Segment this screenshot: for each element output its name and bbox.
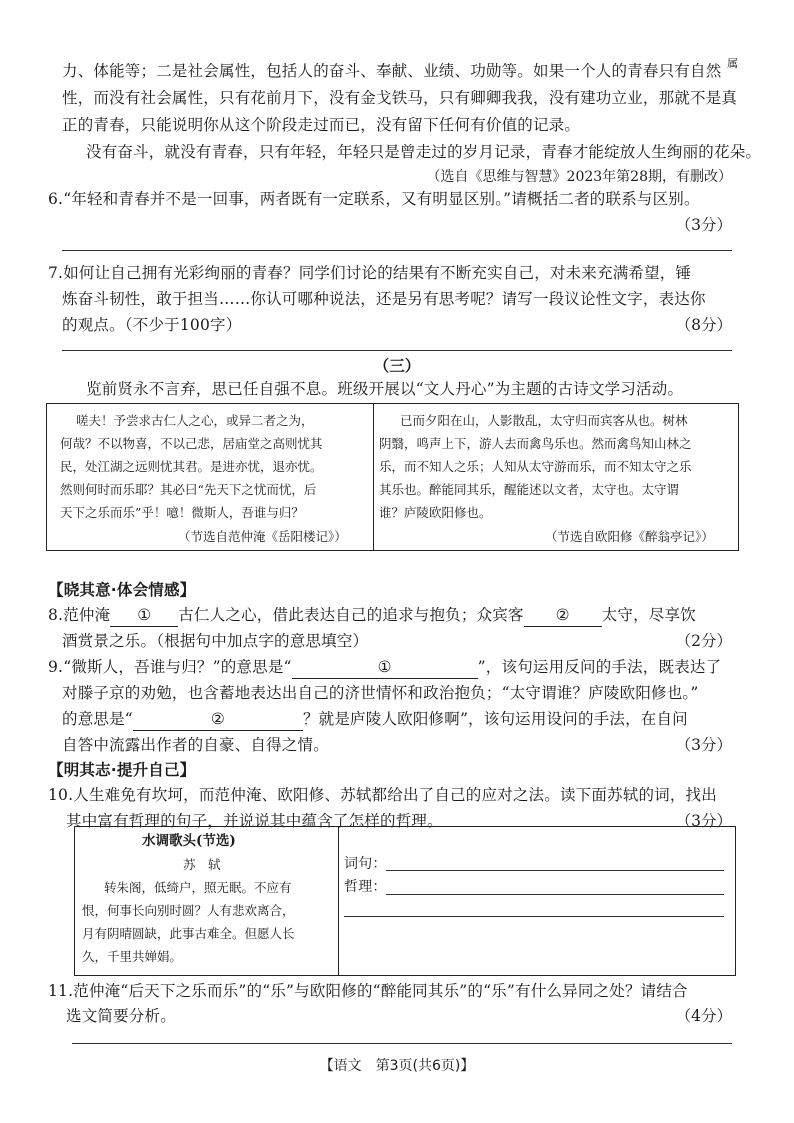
- q8-text-a: 8.范仲淹: [48, 606, 111, 624]
- passage-line-2: 性，而没有社会属性，只有花前月下，没有金戈铁马，只有卿卿我我，没有建功立业，那就不是真: [62, 89, 738, 107]
- q11-score: （4分）: [675, 1007, 732, 1025]
- q8-blank-1[interactable]: ①: [110, 604, 178, 627]
- left-line-5: 天下之乐而乐”乎！噫！微斯人，吾谁与归？: [60, 505, 304, 520]
- poem-line-4: 久，千里共婵娟。: [82, 949, 183, 964]
- q9-line-2: 对滕子京的劝勉，也含蓄地表达出自己的济世情怀和政治抱负；“太守谓谁？庐陵欧阳修也。”: [62, 684, 699, 702]
- q8-line-2: 酒赏景之乐。（根据句中加点字的意思填空）: [62, 632, 369, 650]
- part2-heading: 【明其志·提升自己】: [48, 761, 196, 779]
- poem-line-3: 月有阴晴圆缺，此事古难全。但愿人长: [82, 926, 295, 941]
- page-footer: 【语文 第3页(共6页)】: [319, 1058, 475, 1074]
- q7-score: （8分）: [675, 316, 732, 334]
- q9-blank-1[interactable]: ①: [292, 656, 478, 679]
- q8-text-c: 太守，尽享饮: [601, 606, 696, 624]
- q9-text-d: ？就是庐陵人欧阳修啊”，该句运用设问的手法，在自问: [302, 710, 688, 728]
- passage-line-1: 力、体能等；二是社会属性，包括人的奋斗、奉献、业绩、功勋等。如果一个人的青春只有自然: [62, 62, 722, 80]
- passage-line-3: 正的青春，只能说明你从这个阶段走过而已，没有留下任何有价值的记录。: [62, 116, 581, 134]
- q8-line-1: [48, 604, 696, 627]
- poem-author: 苏 轼: [183, 857, 221, 872]
- right-line-4: 其乐也。醉能同其乐，醒能述以文者，太守也。太守谓: [379, 482, 680, 497]
- zheli-label: 哲理：: [344, 879, 387, 895]
- q9-text-a: 9.“微斯人，吾谁与归？”的意思是“: [48, 658, 292, 676]
- right-line-3: 乐，而不知人之乐；人知从太守游而乐，而不知太守之乐: [379, 459, 692, 474]
- q11-line-2: 选文简要分析。: [66, 1007, 176, 1025]
- left-line-1: 嗟夫！予尝求古仁人之心，或异二者之为，: [76, 413, 314, 428]
- q9-score: （3分）: [675, 736, 732, 754]
- left-source: （节选自范仲淹《岳阳楼记》）: [178, 529, 347, 544]
- ci-label: 词句：: [344, 856, 387, 872]
- q6-answer-line[interactable]: [62, 250, 732, 251]
- left-line-2: 何哉？不以物喜，不以己悲，居庙堂之高则忧其: [60, 436, 323, 451]
- q7-answer-line[interactable]: [62, 350, 732, 351]
- right-line-2: 阴翳，鸣声上下，游人去而禽鸟乐也。然而禽鸟知山林之: [379, 436, 692, 451]
- right-source: （节选自欧阳修《醉翁亭记》）: [545, 529, 714, 544]
- right-line-1: 已而夕阳在山，人影散乱，太守归而宾客从也。树林: [400, 413, 688, 428]
- q9-text-c: 的意思是“: [62, 710, 133, 728]
- left-line-4: 然则何时而乐耶？其必曰“先天下之忧而忧，后: [60, 482, 317, 497]
- poem-line-1: 转朱阁，低绮户，照无眠。不应有: [104, 880, 292, 895]
- passage-line-1-tail: 属: [727, 57, 738, 70]
- section3-intro: 览前贤永不言弃，思已任自强不息。班级开展以“文人丹心”为主题的古诗文学习活动。: [86, 380, 684, 398]
- q8-blank-2[interactable]: ②: [524, 604, 602, 627]
- q11-line-1: 11.范仲淹“后天下之乐而乐”的“乐”与欧阳修的“醉能同其乐”的“乐”有什么异同之处？请结合: [48, 982, 688, 1000]
- q9-line-1: [48, 656, 721, 679]
- q10-line-2: 其中富有哲理的句子，并说说其中蕴含了怎样的哲理。: [66, 812, 443, 830]
- q7-line-3: 的观点。（不少于100字）: [62, 316, 242, 334]
- q9-line-4: 自答中流露出作者的自豪、自得之情。: [62, 736, 329, 754]
- q10-score: （3分）: [675, 812, 732, 830]
- q7-line-2: 炼奋斗韧性，敢于担当……你认可哪种说法，还是另有思考呢？请写一段议论性文字，表达你: [62, 290, 706, 308]
- ci-answer-line[interactable]: [386, 870, 724, 871]
- q8-score: （2分）: [675, 632, 732, 650]
- q8-text-b: 古仁人之心，借此表达自己的追求与抱负；众宾客: [178, 606, 524, 624]
- q9-text-b: ”，该句运用反问的手法，既表达了: [477, 658, 722, 676]
- part1-heading: 【晓其意·体会情感】: [48, 581, 196, 599]
- q11-answer-line[interactable]: [72, 1043, 732, 1044]
- poem-line-2: 恨，何事长向别时圆？人有悲欢离合，: [82, 903, 295, 918]
- poem-answer-divider: [338, 826, 339, 976]
- q6-score: （3分）: [675, 216, 732, 234]
- q9-blank-2[interactable]: ②: [133, 708, 303, 731]
- passage-line-4: 没有奋斗，就没有青春，只有年轻，年轻只是曾走过的岁月记录，青春才能绽放人生绚丽的花朵。: [86, 143, 762, 161]
- poem-title: 水调歌头(节选): [142, 833, 236, 849]
- left-line-3: 民，处江湖之远则忧其君。是进亦忧，退亦忧。: [60, 459, 323, 474]
- q10-line-1: 10.人生难免有坎坷，而范仲淹、欧阳修、苏轼都给出了自己的应对之法。读下面苏轼的词，找出: [48, 786, 717, 804]
- q7-line-1: 7.如何让自己拥有光彩绚丽的青春？同学们讨论的结果有不断充实自己，对未来充满希望，锤: [48, 264, 692, 282]
- passages-divider: [373, 403, 374, 551]
- q9-line-3: [62, 708, 688, 731]
- zheli-answer-line-2[interactable]: [344, 916, 724, 917]
- section3-title: （三）: [373, 356, 421, 375]
- q6-text: 6.“年轻和青春并不是一回事，两者既有一定联系，又有明显区别。”请概括二者的联系与区别。: [48, 190, 700, 208]
- right-line-5: 谁？庐陵欧阳修也。: [379, 505, 492, 520]
- passage-source: （选自《思维与智慧》2023年第28期，有删改）: [426, 169, 732, 185]
- zheli-answer-line-1[interactable]: [386, 894, 724, 895]
